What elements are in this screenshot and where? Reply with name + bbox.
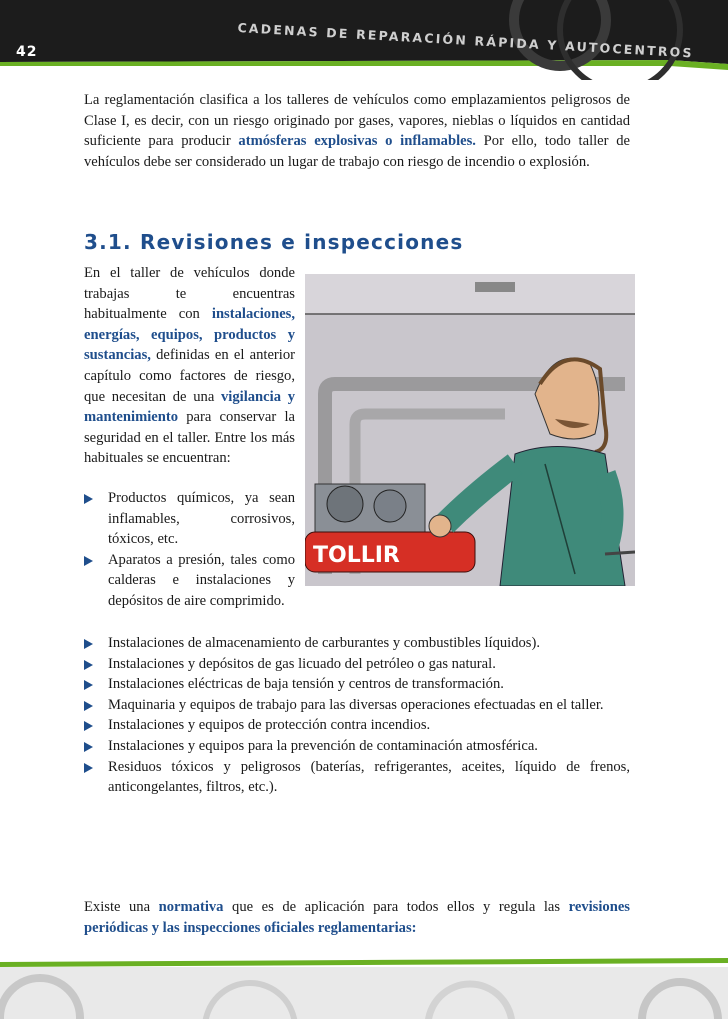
compressor-label: TOLLIR [313, 543, 400, 568]
list-item [84, 550, 295, 612]
closing-paragraph [84, 897, 630, 938]
list-item [84, 736, 630, 757]
list-item-text: Instalaciones y equipos de protección contra incendios. [108, 717, 431, 734]
list-item-text: Aparatos a presión, tales como calderas e instalaciones y depósitos de aire comprimido. [108, 551, 295, 609]
intro-text-1: La reglamentación clasifica a los talleres de vehículos como emplazamientos peligrosos de Clase I, es decir, con un riesgo originado por gases, vapores, nieblas o líquidos en cantidad suficiente para producir [84, 92, 630, 149]
triangle-bullet-icon [84, 556, 93, 566]
section-text-2: definidas en el anterior capítulo como factores de riesgo, que necesitan de una [84, 347, 295, 405]
triangle-bullet-icon [84, 680, 93, 690]
triangle-bullet-icon [84, 660, 93, 670]
footer-band-graphic [0, 958, 728, 1019]
list-item-text: Instalaciones y equipos para la prevención de contaminación atmosférica. [108, 737, 538, 754]
list-item [84, 715, 630, 736]
list-item [84, 654, 630, 675]
section-text-3: para conservar la seguridad en el taller. Entre los más habituales se encuentran: [84, 409, 295, 467]
bullet-list-wide [84, 633, 630, 798]
page-number: 42 [16, 44, 38, 60]
section-text-1: En el taller de vehículos donde trabajas te encuentras habitualmente con [84, 265, 295, 323]
triangle-bullet-icon [84, 701, 93, 711]
mechanic-illustration [305, 274, 635, 586]
list-item [84, 488, 295, 550]
section-paragraph [84, 263, 295, 469]
intro-text-2: Por ello, todo taller de vehículos debe ser considerado un lugar de trabajo con riesgo de incendio o explosión. [84, 133, 630, 170]
list-item-text: Productos químicos, ya sean inflamables, corrosivos, tóxicos, etc. [108, 490, 295, 548]
triangle-bullet-icon [84, 763, 93, 773]
bullet-list-narrow [84, 488, 295, 612]
closing-text-1: Existe una [84, 899, 159, 915]
list-item-text: Residuos tóxicos y peligrosos (baterías, refrigerantes, aceites, líquido de frenos, anticongelantes, filtros, etc.). [108, 758, 630, 796]
section-highlight-2: vigilancia y mantenimiento [84, 388, 295, 426]
list-item [84, 633, 630, 654]
closing-text-2: que es de aplicación para todos ellos y regula las [223, 899, 569, 915]
list-item [84, 695, 630, 716]
list-item [84, 757, 630, 798]
closing-highlight-2: revisiones periódicas y las inspecciones oficiales reglamentarias: [84, 899, 630, 936]
footer-decoration [0, 958, 728, 1019]
section-title: 3.1. Revisiones e inspecciones [84, 230, 464, 254]
list-item-text: Instalaciones de almacenamiento de carburantes y combustibles líquidos). [108, 635, 540, 651]
mechanic-compressor-illustration-icon [305, 274, 635, 586]
list-item-text: Instalaciones eléctricas de baja tensión y centros de transformación. [108, 676, 504, 693]
page-header [0, 0, 728, 80]
triangle-bullet-icon [84, 742, 93, 752]
closing-highlight-1: normativa [158, 899, 224, 915]
intro-highlight: atmósferas explosivas o inflamables. [238, 133, 476, 149]
triangle-bullet-icon [84, 494, 93, 504]
section-highlight-1: instalaciones, energías, equipos, productos y sustancias, [84, 306, 295, 364]
list-item [84, 674, 630, 695]
list-item-text: Maquinaria y equipos de trabajo para las diversas operaciones efectuadas en el taller. [108, 696, 604, 713]
intro-paragraph [84, 90, 630, 172]
list-item-text: Instalaciones y depósitos de gas licuado del petróleo o gas natural. [108, 655, 496, 672]
running-head: CADENAS DE REPARACIÓN RÁPIDA Y AUTOCENTROS [237, 20, 695, 61]
triangle-bullet-icon [84, 721, 93, 731]
triangle-bullet-icon [84, 639, 93, 649]
